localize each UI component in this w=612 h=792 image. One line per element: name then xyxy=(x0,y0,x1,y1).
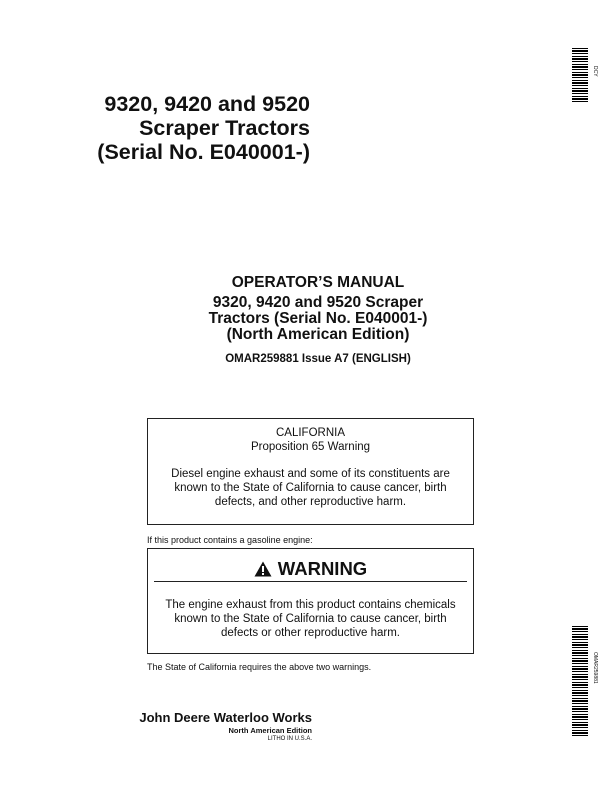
title-line-3: (Serial No. E040001-) xyxy=(97,140,310,164)
manual-heading: OPERATOR’S MANUAL xyxy=(231,274,405,291)
barcode-top xyxy=(572,48,588,103)
publisher-litho: LITHO IN U.S.A. xyxy=(267,736,312,742)
manual-code: OMAR259881 Issue A7 (ENGLISH) xyxy=(225,353,411,365)
manual-subtitle-line-3: (North American Edition) xyxy=(226,326,410,343)
prop65-body-line-3: defects, and other reproductive harm. xyxy=(214,496,407,508)
warning-body-line-1: The engine exhaust from this product contains chemicals xyxy=(165,599,456,611)
warning-header xyxy=(154,559,467,582)
barcode-bottom xyxy=(572,626,588,738)
prop65-subtitle: Proposition 65 Warning xyxy=(250,441,371,453)
prop65-warning-box xyxy=(147,418,474,525)
barcode-bottom-label: OMAR259881 xyxy=(592,652,598,684)
warning-body-line-3: defects or other reproductive harm. xyxy=(221,627,400,639)
warning-body xyxy=(148,598,473,640)
prop65-body-line-2: known to the State of California to cause cancer, birth xyxy=(174,482,447,494)
warning-triangle-icon xyxy=(254,561,272,577)
warning-body-line-2: known to the State of California to cause cancer, birth xyxy=(174,613,447,625)
prop65-body xyxy=(148,467,473,509)
publisher-block xyxy=(110,710,312,743)
barcode-top-label: DCY xyxy=(592,66,598,77)
publisher-edition: North American Edition xyxy=(228,726,312,735)
warning-label: WARNING xyxy=(277,558,368,579)
manual-info xyxy=(148,274,488,366)
requires-note: The State of California requires the above two warnings. xyxy=(147,662,372,672)
prop65-body-line-1: Diesel engine exhaust and some of its constituents are xyxy=(171,468,450,480)
document-title xyxy=(10,92,310,164)
publisher-name: John Deere Waterloo Works xyxy=(139,710,312,725)
manual-subtitle-line-2: Tractors (Serial No. E040001-) xyxy=(208,310,428,327)
prop65-state: CALIFORNIA xyxy=(275,427,345,439)
title-line-1: 9320, 9420 and 9520 xyxy=(104,92,310,116)
gasoline-warning-box xyxy=(147,548,474,654)
gasoline-note: If this product contains a gasoline engine: xyxy=(147,535,313,545)
manual-subtitle-line-1: 9320, 9420 and 9520 Scraper xyxy=(212,294,424,311)
title-line-2: Scraper Tractors xyxy=(139,116,310,140)
